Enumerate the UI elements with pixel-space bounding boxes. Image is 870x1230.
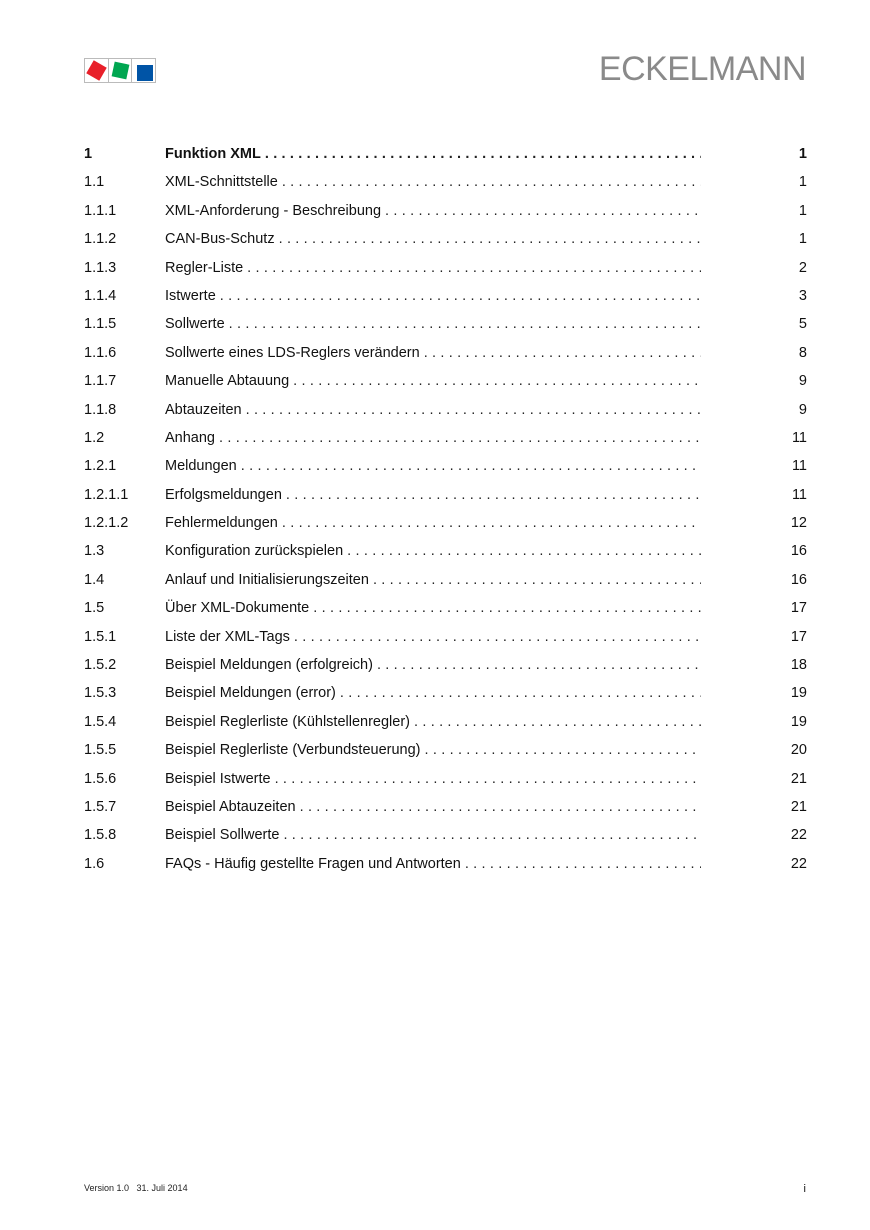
toc-entry[interactable] bbox=[84, 260, 807, 288]
toc-page: 3 bbox=[798, 287, 807, 304]
toc-page: 2 bbox=[798, 259, 807, 276]
toc-entry[interactable] bbox=[84, 203, 807, 231]
dot-leader bbox=[373, 572, 701, 588]
toc-title[interactable]: Sollwerte eines LDS-Reglers verändern bbox=[165, 344, 420, 361]
dot-leader bbox=[300, 799, 701, 815]
toc-title[interactable]: CAN-Bus-Schutz bbox=[165, 231, 275, 248]
toc-entry[interactable] bbox=[84, 515, 807, 543]
toc-page: 12 bbox=[790, 515, 807, 532]
toc-title[interactable]: Sollwerte bbox=[165, 316, 225, 333]
blue-square-icon bbox=[137, 65, 153, 81]
dot-leader bbox=[241, 458, 701, 474]
toc-title[interactable]: Abtauzeiten bbox=[165, 401, 242, 418]
toc-number: 1.2.1 bbox=[84, 458, 117, 475]
dot-leader bbox=[340, 685, 701, 701]
toc-number: 1.2 bbox=[84, 429, 105, 446]
toc-entry[interactable] bbox=[84, 629, 807, 657]
dot-leader bbox=[377, 657, 701, 673]
toc-page: 19 bbox=[790, 685, 807, 702]
toc-number: 1.1.3 bbox=[84, 259, 117, 276]
toc-entry[interactable] bbox=[84, 288, 807, 316]
toc-number: 1.5.4 bbox=[84, 713, 117, 730]
toc-entry[interactable] bbox=[84, 231, 807, 259]
toc-title[interactable]: Istwerte bbox=[165, 287, 216, 304]
dot-leader bbox=[246, 402, 701, 418]
toc-title[interactable]: Konfiguration zurückspielen bbox=[165, 543, 344, 560]
toc-entry[interactable] bbox=[84, 430, 807, 458]
toc-title[interactable]: Regler-Liste bbox=[165, 259, 244, 276]
toc-title[interactable]: Manuelle Abtauung bbox=[165, 373, 290, 390]
toc-page: 21 bbox=[790, 770, 807, 787]
toc-entry[interactable] bbox=[84, 146, 807, 174]
toc-page: 9 bbox=[798, 373, 807, 390]
toc-title[interactable]: Funktion XML bbox=[165, 146, 261, 162]
table-of-contents bbox=[84, 146, 807, 884]
toc-number: 1.5 bbox=[84, 600, 105, 617]
dot-leader bbox=[279, 231, 701, 247]
toc-page: 11 bbox=[791, 486, 807, 503]
toc-number: 1.1.6 bbox=[84, 344, 117, 361]
toc-number: 1.6 bbox=[84, 855, 105, 872]
toc-entry[interactable] bbox=[84, 685, 807, 713]
footer-version: Version 1.0 31. Juli 2014 bbox=[84, 1183, 188, 1193]
toc-number: 1.3 bbox=[84, 543, 105, 560]
dot-leader bbox=[293, 373, 701, 389]
toc-entry[interactable] bbox=[84, 657, 807, 685]
toc-number: 1.2.1.1 bbox=[84, 486, 129, 503]
toc-number: 1.1.1 bbox=[84, 202, 117, 219]
toc-number: 1.1.2 bbox=[84, 231, 117, 248]
toc-number: 1.5.5 bbox=[84, 742, 117, 759]
toc-page: 8 bbox=[798, 344, 807, 361]
toc-page: 16 bbox=[790, 543, 807, 560]
dot-leader bbox=[247, 260, 701, 276]
dot-leader bbox=[313, 600, 701, 616]
toc-page: 1 bbox=[798, 231, 807, 248]
dot-leader bbox=[265, 146, 701, 162]
toc-number: 1.5.7 bbox=[84, 798, 117, 815]
toc-number: 1.1.4 bbox=[84, 287, 117, 304]
dot-leader bbox=[219, 430, 701, 446]
dot-leader bbox=[347, 543, 701, 559]
toc-page: 17 bbox=[790, 628, 807, 645]
toc-entry[interactable] bbox=[84, 487, 807, 515]
dot-leader bbox=[414, 714, 701, 730]
toc-number: 1.2.1.2 bbox=[84, 515, 129, 532]
toc-number: 1.5.3 bbox=[84, 685, 117, 702]
toc-entry[interactable] bbox=[84, 572, 807, 600]
toc-title[interactable]: FAQs - Häufig gestellte Fragen und Antworten bbox=[165, 855, 461, 872]
green-square-icon bbox=[111, 62, 129, 80]
dot-leader bbox=[282, 174, 701, 190]
toc-entry[interactable] bbox=[84, 742, 807, 770]
toc-title[interactable]: Beispiel Istwerte bbox=[165, 770, 271, 787]
dot-leader bbox=[220, 288, 701, 304]
dot-leader bbox=[424, 345, 701, 361]
toc-title[interactable]: Über XML-Dokumente bbox=[165, 600, 310, 617]
toc-entry[interactable] bbox=[84, 600, 807, 628]
toc-title[interactable]: Beispiel Meldungen (error) bbox=[165, 685, 336, 702]
toc-entry[interactable] bbox=[84, 373, 807, 401]
toc-title[interactable]: Liste der XML-Tags bbox=[165, 628, 290, 645]
toc-page: 16 bbox=[790, 571, 807, 588]
toc-number: 1.4 bbox=[84, 571, 105, 588]
toc-page: 1 bbox=[798, 146, 807, 162]
toc-page: 11 bbox=[791, 458, 807, 475]
dot-leader bbox=[385, 203, 701, 219]
toc-number: 1.1.7 bbox=[84, 373, 117, 390]
toc-number: 1.5.8 bbox=[84, 827, 117, 844]
toc-title[interactable]: Erfolgsmeldungen bbox=[165, 486, 282, 503]
dot-leader bbox=[282, 515, 701, 531]
toc-entry[interactable] bbox=[84, 771, 807, 799]
dot-leader bbox=[283, 827, 701, 843]
toc-page: 18 bbox=[790, 657, 807, 674]
toc-title[interactable]: Beispiel Reglerliste (Verbundsteuerung) bbox=[165, 742, 421, 759]
toc-title[interactable]: Beispiel Reglerliste (Kühlstellenregler) bbox=[165, 713, 410, 730]
toc-title[interactable]: Fehlermeldungen bbox=[165, 515, 278, 532]
toc-page: 19 bbox=[790, 713, 807, 730]
toc-number: 1.5.1 bbox=[84, 628, 117, 645]
toc-page: 1 bbox=[798, 202, 807, 219]
toc-entry[interactable] bbox=[84, 714, 807, 742]
dot-leader bbox=[425, 742, 701, 758]
red-square-icon bbox=[86, 60, 106, 80]
toc-page: 17 bbox=[790, 600, 807, 617]
toc-number: 1.1.5 bbox=[84, 316, 117, 333]
toc-number: 1.1 bbox=[84, 174, 105, 191]
toc-title[interactable]: Anlauf und Initialisierungszeiten bbox=[165, 571, 369, 588]
toc-entry[interactable] bbox=[84, 402, 807, 430]
page-number: i bbox=[803, 1183, 806, 1195]
dot-leader bbox=[275, 771, 701, 787]
toc-entry[interactable] bbox=[84, 856, 807, 884]
toc-title[interactable]: Beispiel Meldungen (erfolgreich) bbox=[165, 657, 373, 674]
toc-entry[interactable] bbox=[84, 345, 807, 373]
toc-title[interactable]: Anhang bbox=[165, 429, 215, 446]
toc-number: 1 bbox=[84, 146, 93, 162]
toc-number: 1.5.6 bbox=[84, 770, 117, 787]
toc-page: 11 bbox=[791, 429, 807, 446]
brand-name: ECKELMANN bbox=[598, 50, 806, 88]
toc-title[interactable]: Beispiel Abtauzeiten bbox=[165, 798, 296, 815]
toc-page: 5 bbox=[798, 316, 807, 333]
toc-number: 1.1.8 bbox=[84, 401, 117, 418]
dot-leader bbox=[286, 487, 701, 503]
toc-entry[interactable] bbox=[84, 316, 807, 344]
dot-leader bbox=[465, 856, 701, 872]
toc-entry[interactable] bbox=[84, 827, 807, 855]
toc-entry[interactable] bbox=[84, 799, 807, 827]
toc-page: 22 bbox=[790, 827, 807, 844]
toc-title[interactable]: XML-Schnittstelle bbox=[165, 174, 278, 191]
toc-title[interactable]: Beispiel Sollwerte bbox=[165, 827, 280, 844]
toc-page: 9 bbox=[798, 401, 807, 418]
toc-title[interactable]: Meldungen bbox=[165, 458, 237, 475]
toc-title[interactable]: XML-Anforderung - Beschreibung bbox=[165, 202, 382, 219]
toc-entry[interactable] bbox=[84, 543, 807, 571]
toc-number: 1.5.2 bbox=[84, 657, 117, 674]
toc-entry[interactable] bbox=[84, 174, 807, 202]
toc-page: 1 bbox=[798, 174, 807, 191]
toc-entry[interactable] bbox=[84, 458, 807, 486]
dot-leader bbox=[229, 316, 701, 332]
toc-page: 21 bbox=[790, 798, 807, 815]
toc-page: 22 bbox=[790, 855, 807, 872]
toc-page: 20 bbox=[790, 742, 807, 759]
dot-leader bbox=[294, 629, 701, 645]
company-logo bbox=[84, 58, 156, 82]
